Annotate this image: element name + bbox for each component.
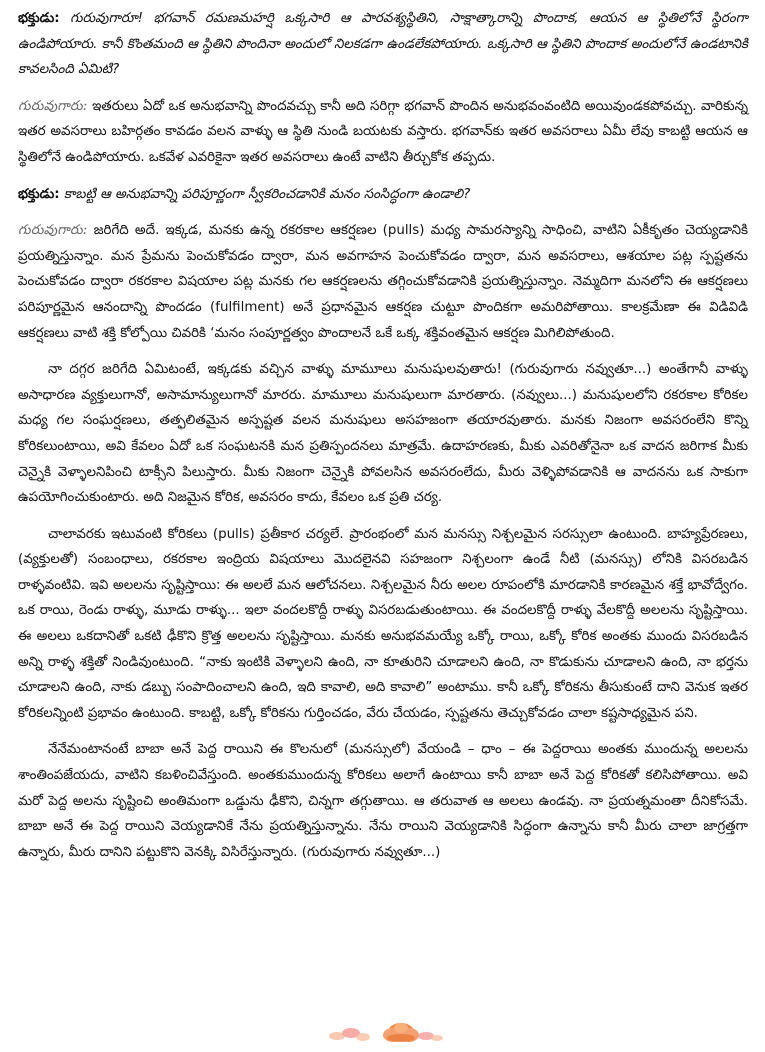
paragraph-1: నా దగ్గర జరిగేది ఏమిటంటే, ఇక్కడకు వచ్చిన వాళ్ళు మామూలు మనుషులవుతారు! (గురువుగారు నవ్వుతూ...) అంతేగానీ వాళ్ళు అసాధారణ వ్యక్తులుగానో, అసామాన్యులుగానో మారరు. మామూలు మనుషులుగా మారతారు. (నవ్వులు...) మనుషులలోని రకరకాల కోరికల మధ్య గల సంఘర్షణలు, తత్ఫలితమైన అస్పష్టత వలన మనుషులు అసహజంగా తయారవుతారు. మనకు నిజంగా అవసరంలేని కొన్ని కోరికలుంటాయి, అవి కేవలం ఏదో ఒక సంఘటనకి మన ప్రతిస్పందనలు మాత్రమే. ఉదాహరణకు, మీకు ఎవరితోనైనా ఒక వాదన జరిగాక మీకు చెన్నైకి వెళ్ళాలనిపించి టాక్సీని పిలుస్తారు. మీకు నిజంగా చెన్నైకి పోవలసిన అవసరంలేదు, మీరు వెళ్ళిపోవడానికి ఆ వాదనను ఒక సాకుగా ఉపయోగించుకుంటారు. అది నిజమైన కోరిక, అవసరం కాదు, కేవలం ఒక ప్రతి చర్య.	[18, 362, 748, 506]
answer-1	[18, 94, 748, 171]
paragraph-3: నేనేమంటానంటే బాబా అనే పెద్ద రాయిని ఈ కొలనులో (మనస్సులో) వేయండి – ధాం – ఈ పెద్దరాయి అంతకు ముందున్న అలలను శాంతింపజేయదు, వాటిని కబళించివేస్తుంది. అంతకుముందున్న కోరికలు అలాగే ఉంటాయి కానీ బాబా అనే పెద్ద కోరికతో కలిసిపోతాయి. అవి మరో పెద్ద అలను సృష్టించి అంతిమంగా ఒడ్డును ఢీకొని, చిన్నగా తగ్గుతాయి. ఆ తరువాత ఆ అలలు ఉండవు. నా ప్రయత్నమంతా దీనికోసమే. బాబా అనే ఈ పెద్ద రాయిని వెయ్యడానికే నేను ప్రయత్నిస్తున్నాను. నేను రాయిని వెయ్యడానికి సిద్ధంగా ఉన్నాను కానీ మీరు చాలా జాగ్రత్తగా ఉన్నారు, మీరు దానిని పట్టుకొని వెనక్కి విసిరేస్తున్నారు. (గురువుగారు నవ్వుతూ...)	[18, 742, 748, 860]
speaker-devotee: భక్తుడు:	[18, 11, 60, 26]
article	[18, 6, 748, 876]
answer-text: జరిగేది అదే. ఇక్కడ, మనకు ఉన్న రకరకాల ఆకర్షణల (pulls) మధ్య సామరస్యాన్ని సాధించి, వాటిని ఏకీకృతం చెయ్యడానికి ప్రయత్నిస్తున్నాం. మన ప్రేమను పెంచుకోవడం ద్వారా, మన అవగాహన పెంచుకోవడం ద్వారా, మన అవసరాలు, ఆశయాల పట్ల స్పష్టతను పెంచుకోవడం ద్వారా రకరకాల విషయాల పట్ల మనకు గల ఆకర్షణలను తగ్గించుకోవడానికి ప్రయత్నిస్తున్నాం. నెమ్మదిగా మనలోని ఈ ఆకర్షణలు పరిపూర్ణమైన ఆనందాన్ని పొందడం (fulfilment) అనే ప్రధానమైన ఆకర్షణ చుట్టూ పొందికగా అమరిపోతాయి. కాలక్రమేణా ఈ విడివిడి ఆకర్షణలు వాటి శక్తి కోల్పోయి చివరికి ‘మనం సంపూర్ణత్వం పొందాలనే ఒకే ఒక్క శక్తివంతమైన ఆకర్షణ మిగిలిపోతుంది.	[18, 223, 748, 341]
question-text: కాబట్టి ఆ అనుభవాన్ని పరిపూర్ణంగా స్వీకరించడానికి మనం సంసిద్ధంగా ఉండాలి?	[59, 186, 471, 202]
speaker-guru: గురువుగారు:	[18, 97, 88, 114]
speaker-devotee: భక్తుడు:	[18, 186, 60, 202]
question-2	[18, 182, 748, 208]
question-text: గురువుగారూ! భగవాన్ రమణమహర్షి ఒక్కసారి ఆ పారవశ్యస్థితిని, సాక్షాత్కారాన్ని పొందాక, ఆయన ఆ స్థితిలోనే స్థిరంగా ఉండిపోయారు. కానీ కొంతమంది ఆ స్థితిని పొందినా అందులో నిలకడగా ఉండలేకపోయారు. ఒక్కసారి ఆ స్థితిని పొందాక అందులోనే ఉండటానికి కావలసింది ఏమిటి?	[18, 11, 748, 78]
flower-petals-ornament-icon	[323, 1016, 445, 1044]
speaker-guru: గురువుగారు:	[18, 222, 88, 239]
paragraph-2: చాలావరకు ఇటువంటి కోరికలు (pulls) ప్రతీకార చర్యలే. ప్రారంభంలో మన మనస్సు నిశ్చలమైన సరస్సులా ఉంటుంది. బాహ్యప్రేరణలు, (వ్యక్తులతో) సంబంధాలు, రకరకాల ఇంద్రియ విషయాలు మొదలైనవి సహజంగా నిశ్చలంగా ఉండే నీటి (మనస్సు) లోనికి విసరబడిన రాళ్ళవంటివి. ఇవి అలలను సృష్టిస్తాయి: ఈ అలలే మన ఆలోచనలు. నిశ్చలమైన నీరు అలల రూపంలోకి మారడానికి కారణమైన శక్తే భావోద్వేగం. ఒక రాయి, రెండు రాళ్ళు, మూడు రాళ్ళు... ఇలా వందలకొద్దీ రాళ్ళు విసరబడుతుంటాయి. ఈ వందలకొద్దీ రాళ్ళు వేలకొద్దీ అలలను సృష్టిస్తాయి. ఈ అలలు ఒకదానితో ఒకటి ఢీకొని క్రొత్త అలలను సృష్టిస్తాయి. మనకు అనుభవమయ్యే ఒక్కో రాయి, ఒక్కో కోరిక అంతకు ముందు విసరబడిన అన్ని రాళ్ళ శక్తితో నిండివుంటుంది. “నాకు ఇంటికి వెళ్ళాలని ఉంది, నా కూతురిని చూడాలని ఉంది, నా కొడుకును చూడాలని ఉంది, నా భర్తను చూడాలని ఉంది, నాకు డబ్బు సంపాదించాలని ఉంది, ఇది కావాలి, అది కావాలి” అంటాము. కానీ ఒక్కో కోరికను తీసుకుంటే దాని వెనుక ఇతర కోరికలన్నింటి ప్రభావం ఉంటుంది. కాబట్టి, ఒక్కో కోరికను గుర్తించడం, వేరు చేయడం, స్పష్టతను తెచ్చుకోవడం చాలా కష్టసాధ్యమైన పని.	[18, 526, 748, 721]
answer-text: ఇతరులు ఏదో ఒక అనుభవాన్ని పొందవచ్చు కానీ అది సరిగ్గా భగవాన్ పొందిన అనుభవంవంటిది అయివుండకపోవచ్చు. వారికున్న ఇతర అవసరాలు బహిర్గతం కావడం వలన వాళ్ళు ఆ స్థితి నుండి బయటకు వస్తారు. భగవాన్‌కు ఇతర అవసరాలు ఏమీ లేవు కాబట్టి ఆయన ఆ స్థితిలోనే ఉండిపోయారు. ఒకవేళ ఎవరికైనా ఇతర అవసరాలు ఉంటే వాటిని తీర్చుకోక తప్పదు.	[18, 98, 748, 165]
answer-2	[18, 218, 748, 346]
question-1	[18, 6, 748, 83]
